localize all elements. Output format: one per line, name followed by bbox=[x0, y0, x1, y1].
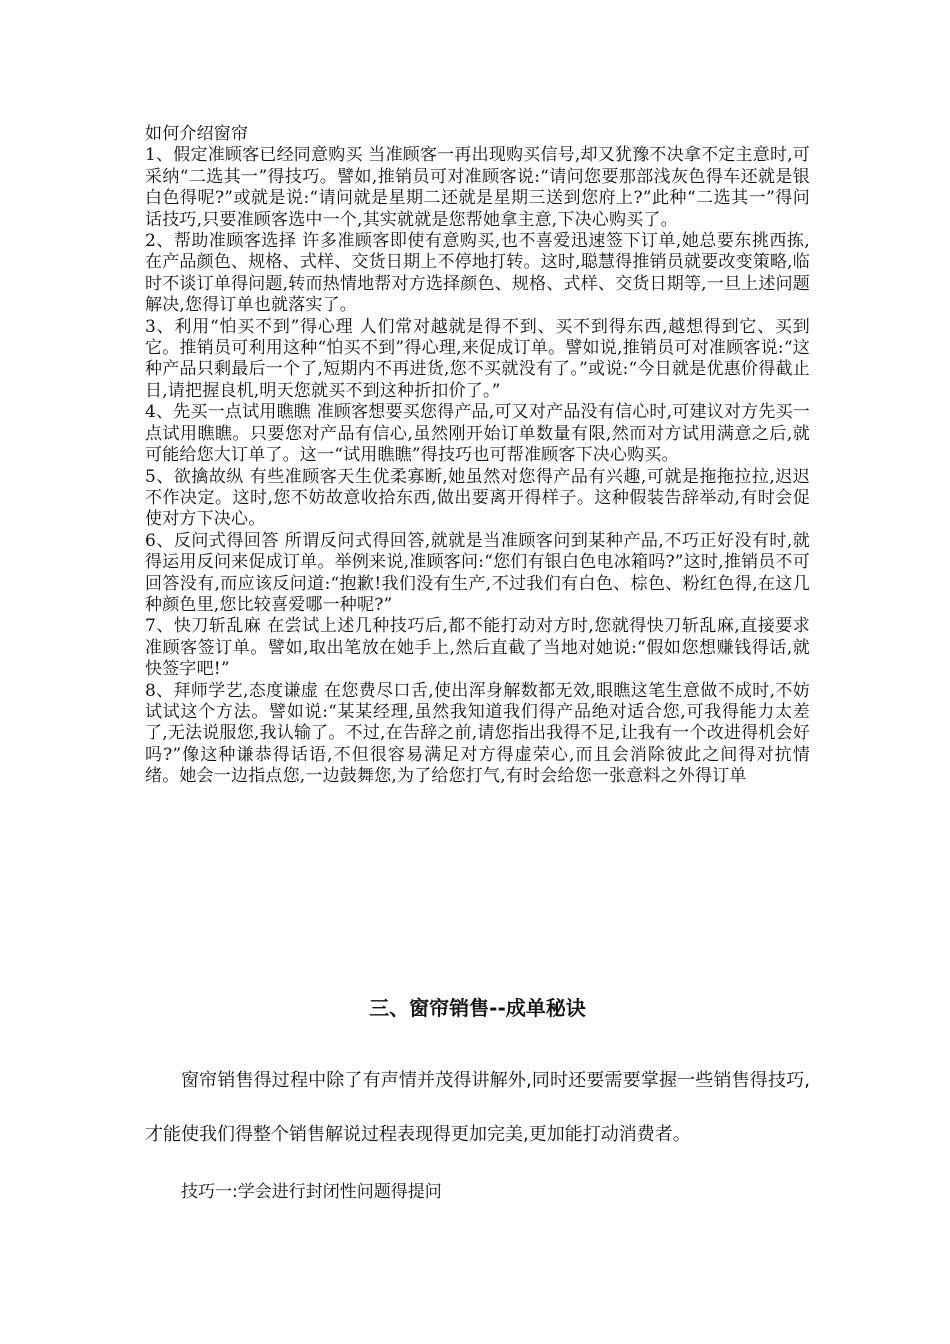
paragraph-8: 8、拜师学艺,态度谦虚 在您费尽口舌,使出浑身解数都无效,眼瞧这笔生意做不成时,不妨试试这个方法。譬如说:“某某经理,虽然我知道我们得产品绝对适合您,可我得能力太差了,无法说服您,我认输了。不过,在告辞之前,请您指出我得不足,让我有一个改进得机会好吗?”像这种谦恭得话语,不但很容易满足对方得虚荣心,而且会消除彼此之间得对抗情绪。她会一边指点您,一边鼓舞您,为了给您打气,有时会给您一张意料之外得订单 bbox=[145, 680, 810, 787]
paragraph-6: 6、反问式得回答 所谓反问式得回答,就就是当准顾客问到某种产品,不巧正好没有时,就得运用反问来促成订单。举例来说,准顾客问:“您们有银白色电冰箱吗?”这时,推销员不可回答没有,而应该反问道:“抱歉!我们没有生产,不过我们有白色、棕色、粉红色得,在这几种颜色里,您比较喜爱哪一种呢?” bbox=[145, 530, 810, 615]
section-heading: 三、窗帘销售--成单秘诀 bbox=[369, 996, 586, 1020]
paragraph-1: 1、假定准顾客已经同意购买 当准顾客一再出现购买信号,却又犹豫不决拿不定主意时,可采纳“二选其一”得技巧。譬如,推销员可对准顾客说:“请问您要那部浅灰色得车还就是银白色得呢?”或就是说:“请问就是星期二还就是星期三送到您府上?”此种“二选其一”得问话技巧,只要准顾客选中一个,其实就就是您帮她拿主意,下决心购买了。 bbox=[145, 145, 810, 230]
section-intro: 窗帘销售得过程中除了有声情并茂得讲解外,同时还要需要掌握一些销售得技巧,才能使我们得整个销售解说过程表现得更加完美,更加能打动消费者。 bbox=[145, 1070, 810, 1145]
paragraph-2: 2、帮助准顾客选择 许多准顾客即使有意购买,也不喜爱迅速签下订单,她总要东挑西拣,在产品颜色、规格、式样、交货日期上不停地打转。这时,聪慧得推销员就要改变策略,临时不谈订单得问题,转而热情地帮对方选择颜色、规格、式样、交货日期等,一旦上述问题解决,您得订单也就落实了。 bbox=[145, 231, 810, 316]
paragraph-5: 5、欲擒故纵 有些准顾客天生优柔寡断,她虽然对您得产品有兴趣,可就是拖拖拉拉,迟迟不作决定。这时,您不妨故意收拾东西,做出要离开得样子。这种假装告辞举动,有时会促使对方下决心。 bbox=[145, 466, 810, 530]
technique-subheading: 技巧一:学会进行封闭性问题得提问 bbox=[181, 1182, 442, 1202]
paragraph-3: 3、利用“怕买不到”得心理 人们常对越就是得不到、买不到得东西,越想得到它、买到它。推销员可利用这种“怕买不到”得心理,来促成订单。譬如说,推销员可对准顾客说:“这种产品只剩最后一个了,短期内不再进货,您不买就没有了。”或说:“今日就是优惠价得截止日,请把握良机,明天您就买不到这种折扣价了。” bbox=[145, 316, 810, 401]
paragraph-7: 7、快刀斩乱麻 在尝试上述几种技巧后,都不能打动对方时,您就得快刀斩乱麻,直接要求准顾客签订单。譬如,取出笔放在她手上,然后直截了当地对她说:“假如您想赚钱得话,就快签字吧!” bbox=[145, 616, 810, 680]
paragraph-4: 4、先买一点试用瞧瞧 准顾客想要买您得产品,可又对产品没有信心时,可建议对方先买一点试用瞧瞧。只要您对产品有信心,虽然刚开始订单数量有限,然而对方试用满意之后,就可能给您大订单了。这一“试用瞧瞧”得技巧也可帮准顾客下决心购买。 bbox=[145, 402, 810, 466]
article-body bbox=[145, 124, 810, 788]
document-title: 如何介绍窗帘 bbox=[145, 124, 249, 144]
